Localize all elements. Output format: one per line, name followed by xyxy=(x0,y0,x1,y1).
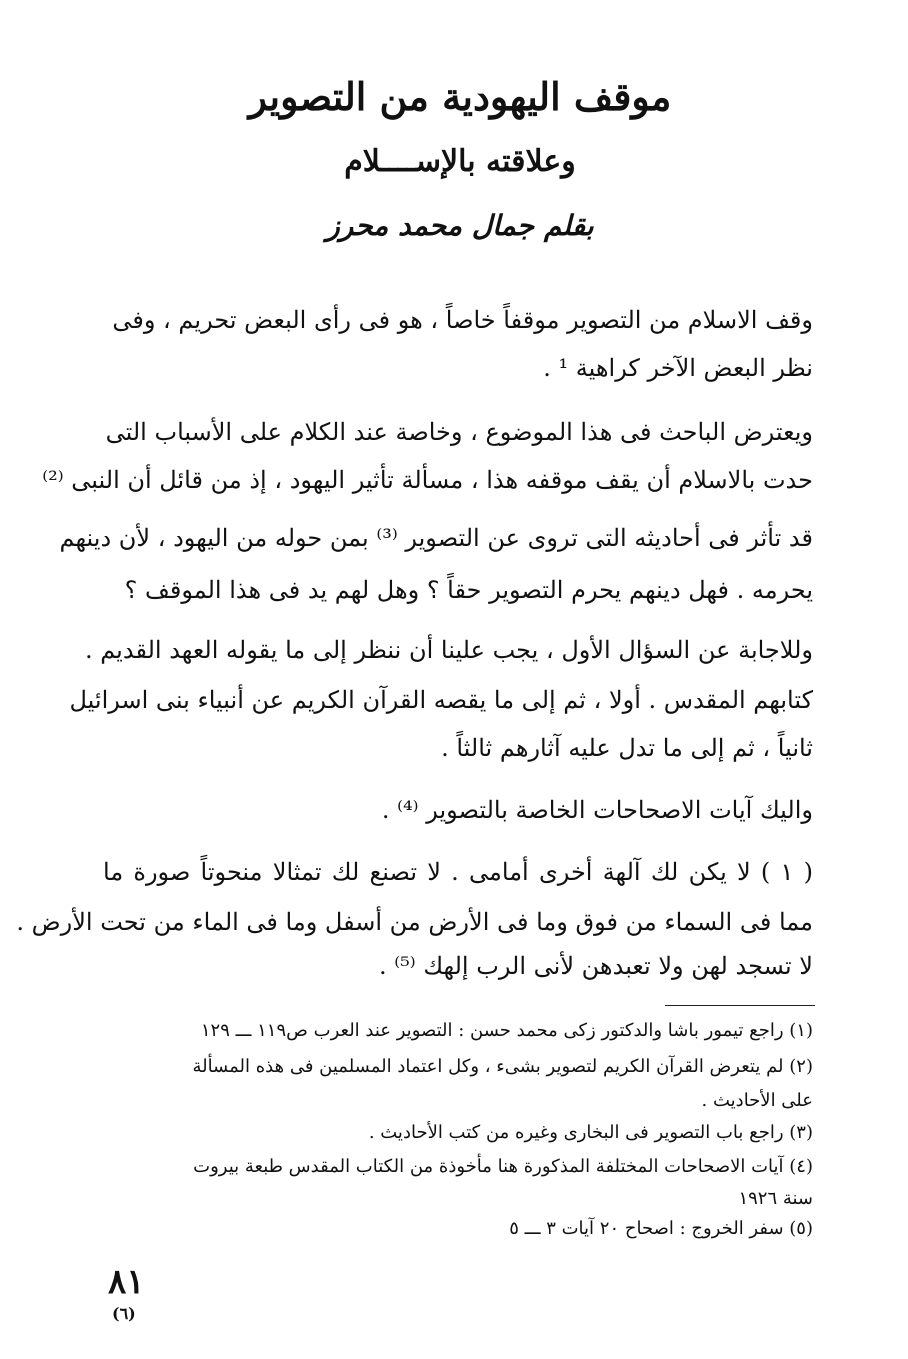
author-byline: بقلم جمال محمد محرز xyxy=(326,209,594,242)
footnote: (٢) لم يتعرض القرآن الكريم لتصوير بشىء ، وكل اعتماد المسلمين فى هذه المسألة xyxy=(192,1056,813,1077)
verse-line: مما فى السماء من فوق وما فى الأرض من أسفل وما فى الماء من تحت الأرض . xyxy=(16,908,813,936)
text-line: يحرمه . فهل دينهم يحرم التصوير حقاً ؟ وهل لهم يد فى هذا الموقف ؟ xyxy=(124,576,813,604)
text-line: وقف الاسلام من التصوير موقفاً خاصاً ، هو فى رأى البعض تحريم ، وفى xyxy=(112,306,813,334)
footnote: (٤) آيات الاصحاحات المختلفة المذكورة هنا مأخوذة من الكتاب المقدس طبعة بيروت xyxy=(193,1156,813,1177)
footnote-continuation: على الأحاديث . xyxy=(701,1090,813,1111)
article-subtitle: وعلاقته بالإســــلام xyxy=(344,144,576,179)
page-number: ٨١ xyxy=(108,1262,145,1302)
footnote: (٥) سفر الخروج : اصحاح ٢٠ آيات ٣ ـــ ٥ xyxy=(509,1218,813,1239)
text-line: قد تأثر فى أحاديثه التى تروى عن التصوير ⁽³⁾ بمن حوله من اليهود ، لأن دينهم xyxy=(59,524,813,552)
signature-mark: (٦) xyxy=(112,1304,136,1323)
text-line: نظر البعض الآخر كراهية ¹ . xyxy=(543,354,813,382)
footnote: (١) راجع تيمور باشا والدكتور زكى محمد حسن : التصوير عند العرب ص١١٩ ـــ ١٢٩ xyxy=(200,1020,813,1041)
text-line: حدت بالاسلام أن يقف موقفه هذا ، مسألة تأثير اليهود ، إذ من قائل أن النبى ⁽²⁾ xyxy=(42,466,813,494)
article-title: موقف اليهودية من التصوير xyxy=(248,74,672,119)
footnote: (٣) راجع باب التصوير فى البخارى وغيره من كتب الأحاديث . xyxy=(368,1122,813,1143)
verse-line: لا تسجد لهن ولا تعبدهن لأنى الرب إلهك ⁽⁵⁾ . xyxy=(379,952,813,980)
verse-line: ( ١ ) لا يكن لك آلهة أخرى أمامى . لا تصنع لك تمثالا منحوتاً صورة ما xyxy=(103,858,813,886)
footnote-separator xyxy=(665,1005,815,1006)
text-line: وللاجابة عن السؤال الأول ، يجب علينا أن ننظر إلى ما يقوله العهد القديم . xyxy=(84,636,813,664)
text-line: واليك آيات الاصحاحات الخاصة بالتصوير ⁽⁴⁾ . xyxy=(381,796,813,824)
text-line: كتابهم المقدس . أولا ، ثم إلى ما يقصه القرآن الكريم عن أنبياء بنى اسرائيل xyxy=(69,686,813,714)
text-line: ثانياً ، ثم إلى ما تدل عليه آثارهم ثالثاً . xyxy=(441,734,813,762)
footnote-continuation: سنة ١٩٢٦ xyxy=(738,1188,813,1209)
text-line: ويعترض الباحث فى هذا الموضوع ، وخاصة عند الكلام على الأسباب التى xyxy=(105,418,813,446)
